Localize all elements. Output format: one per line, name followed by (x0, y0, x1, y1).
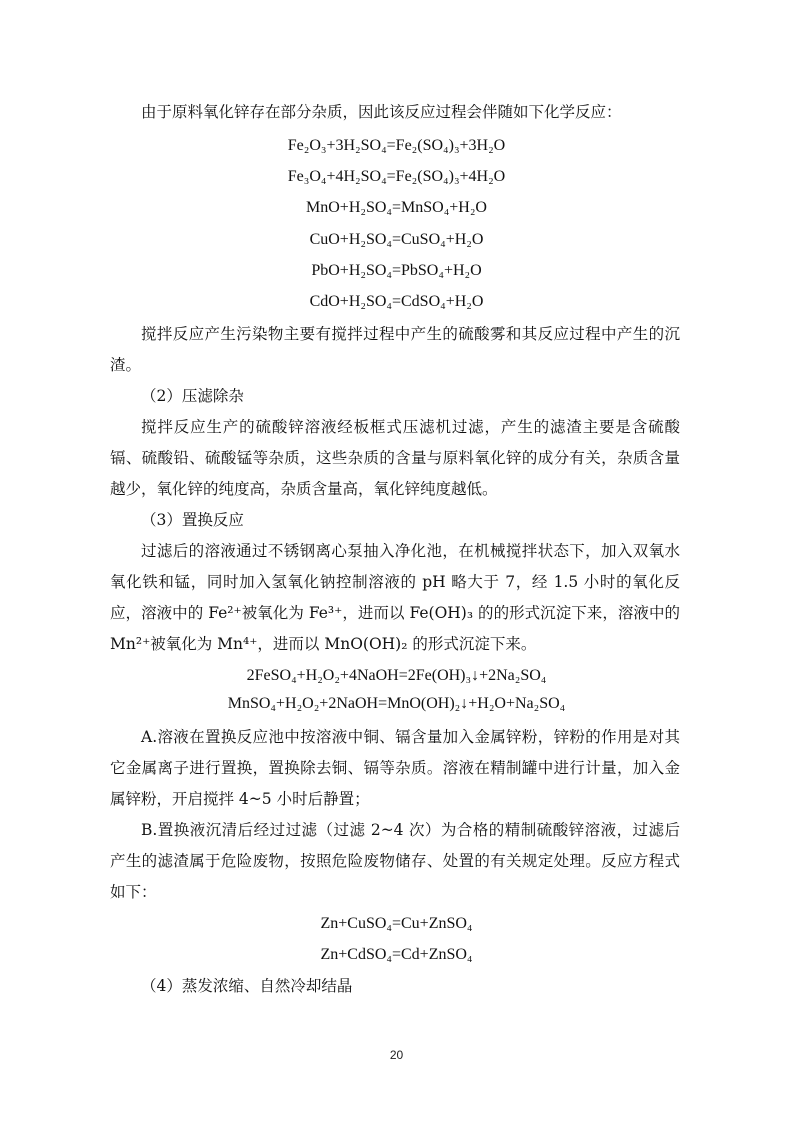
replace-paragraph: 过滤后的溶液通过不锈钢离心泵抽入净化池，在机械搅拌状态下，加入双氧水氧化铁和锰，同时加入氢氧化钠控制溶液的 pH 略大于 7，经 1.5 小时的氧化反应，溶液中的 Fe²⁺被氧化为 Fe³⁺，进而以 Fe(OH)₃ 的的形式沉淀下来，溶液中的 Mn²⁺被氧化为 Mn⁴⁺，进而以 MnO(OH)₂ 的形式沉淀下来。 (110, 542, 680, 653)
equation-pbo: PbO+H₂SO₄=PbSO₄+H₂O (311, 262, 482, 279)
equation-mnso4: MnSO₄+H₂O₂+2NaOH=MnO(OH)₂↓+H₂O+Na₂SO₄ (227, 695, 566, 712)
paragraph-a: A.溶液在置换反应池中按溶液中铜、镉含量加入金属锌粉，锌粉的作用是对其它金属离子进行置换，置换除去铜、镉等杂质。溶液在精制罐中进行计量，加入金属锌粉，开启搅拌 4~5 小时后静置； (110, 728, 680, 808)
equation-feso4: 2FeSO₄+H₂O₂+4NaOH=2Fe(OH)₃↓+2Na₂SO₄ (246, 667, 547, 684)
filter-paragraph: 搅拌反应生产的硫酸锌溶液经板框式压滤机过滤，产生的滤渣主要是含硫酸镉、硫酸铅、硫酸锰等杂质，这些杂质的含量与原料氧化锌的成分有关，杂质含量越少，氧化锌的纯度高，杂质含量高，氧化锌纯度越低。 (110, 418, 680, 498)
intro-paragraph: 由于原料氧化锌存在部分杂质，因此该反应过程会伴随如下化学反应： (141, 103, 622, 121)
equation-zn-cdso4: Zn+CdSO₄=Cd+ZnSO₄ (320, 946, 473, 963)
section-heading-3: （3）置换反应 (141, 511, 244, 529)
section-heading-2: （2）压滤除杂 (141, 387, 244, 405)
page-number: 20 (389, 1048, 404, 1062)
equation-fe3o4: Fe₃O₄+4H₂SO₄=Fe₂(SO₄)₃+4H₂O (287, 168, 506, 185)
section-heading-4: （4）蒸发浓缩、自然冷却结晶 (141, 977, 353, 995)
equation-mno: MnO+H₂SO₄=MnSO₄+H₂O (306, 199, 487, 216)
pollution-paragraph: 搅拌反应产生污染物主要有搅拌过程中产生的硫酸雾和其反应过程中产生的沉渣。 (110, 325, 680, 374)
equation-cuo: CuO+H₂SO₄=CuSO₄+H₂O (309, 231, 484, 248)
paragraph-b: B.置换液沉清后经过过滤（过滤 2~4 次）为合格的精制硫酸锌溶液，过滤后产生的滤渣属于危险废物，按照危险废物储存、处置的有关规定处理。反应方程式如下： (110, 821, 680, 901)
equation-zn-cuso4: Zn+CuSO₄=Cu+ZnSO₄ (320, 915, 473, 932)
equation-fe2o3: Fe₂O₃+3H₂SO₄=Fe₂(SO₄)₃+3H₂O (287, 137, 506, 154)
equation-cdo: CdO+H₂SO₄=CdSO₄+H₂O (309, 293, 484, 310)
